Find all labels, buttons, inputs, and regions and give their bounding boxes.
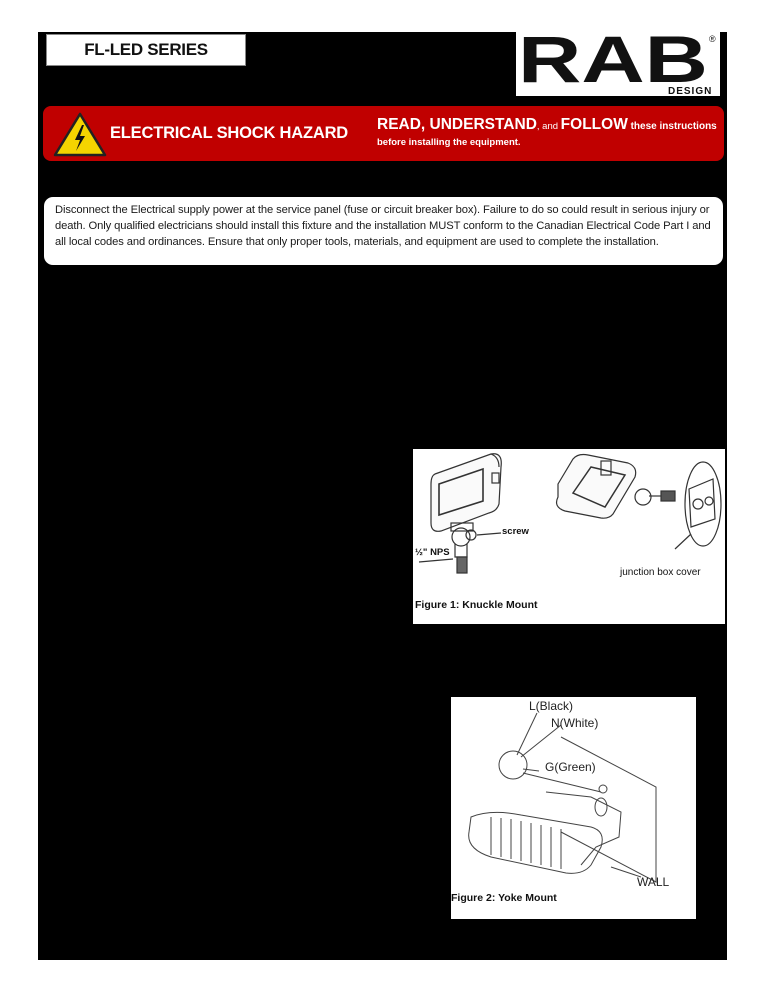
instruction-line-2: before installing the equipment. (377, 137, 521, 148)
figure-knuckle-mount (413, 449, 725, 624)
screw-label: screw (502, 526, 529, 537)
rab-design-logo (516, 32, 720, 96)
junction-box-cover-label: junction box cover (620, 567, 701, 578)
and-text: , and (536, 121, 561, 132)
logo-brand: RAB (518, 32, 708, 96)
black-wire-label: L(Black) (529, 699, 574, 713)
logo-registered-mark: ® (709, 34, 716, 44)
green-wire-label: G(Green) (545, 760, 596, 774)
hazard-title: ELECTRICAL SHOCK HAZARD (110, 124, 349, 142)
nps-label: ½" NPS (415, 547, 450, 558)
instruction-line-1 (377, 116, 717, 134)
hazard-banner (43, 106, 724, 161)
series-label: FL-LED SERIES (46, 34, 246, 66)
figure-1-caption: Figure 1: Knuckle Mount (415, 599, 538, 611)
safety-notice: Disconnect the Electrical supply power at the service panel (fuse or circuit breaker box). Failure to do so could result in serious injury or death. Only qualified electricians should install this fixture and the installation MUST conform to the Canadian Electrical Code Part I and all local codes and ordinances. Ensure that only proper tools, materials, and equipment are used to complete the installation. (44, 197, 723, 265)
electrical-hazard-icon (53, 112, 107, 157)
knuckle-mount-illustration (413, 449, 725, 624)
figure-yoke-mount (451, 697, 696, 919)
white-wire-label: N(White) (551, 716, 599, 730)
wall-label: WALL (637, 875, 670, 889)
read-understand: READ, UNDERSTAND (377, 116, 537, 133)
figure-2-caption: Figure 2: Yoke Mount (451, 892, 557, 904)
logo-sub: DESIGN (668, 86, 713, 96)
these-instructions: these instructions (627, 121, 717, 132)
follow-text: FOLLOW (560, 116, 628, 133)
